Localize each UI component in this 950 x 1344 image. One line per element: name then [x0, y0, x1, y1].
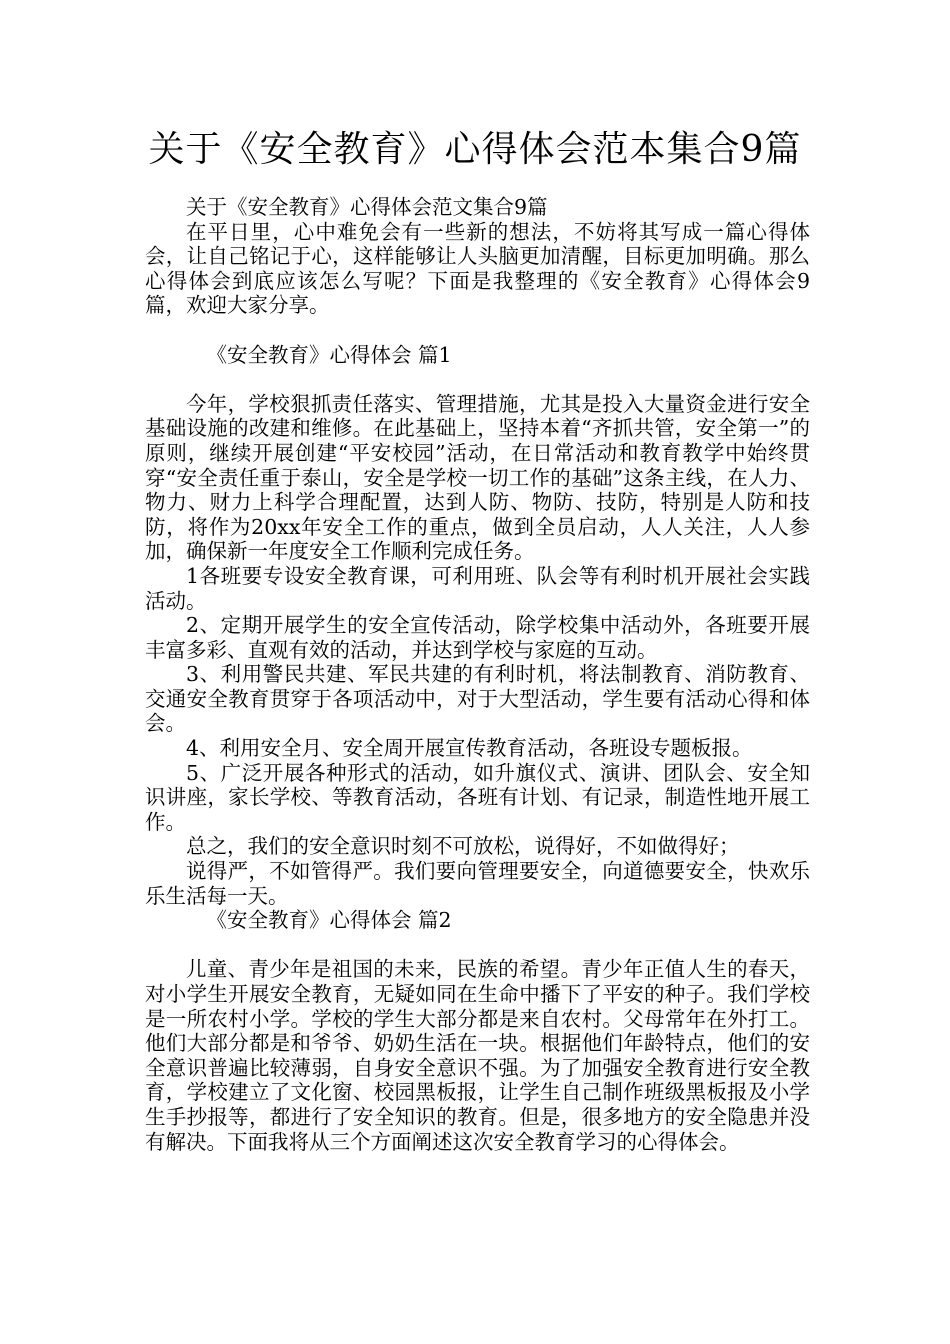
- document-title: 关于《安全教育》心得体会范本集合9篇: [148, 129, 802, 170]
- section1-paragraph: 5、广泛开展各种形式的活动，如升旗仪式、演讲、团队会、安全知识讲座，家长学校、等教育活动，各班有计划、有记录，制造性地开展工作。: [145, 760, 810, 834]
- section1-paragraph: 3、利用警民共建、军民共建的有利时机，将法制教育、消防教育、交通安全教育贯穿于各项活动中，对于大型活动，学生要有活动心得和体会。: [145, 662, 810, 736]
- spacer: [145, 367, 810, 392]
- section1-paragraph: 1各班要专设安全教育课，可利用班、队会等有利时机开展社会实践活动。: [145, 563, 810, 613]
- section-heading-2: 《安全教育》心得体会 篇2: [206, 908, 452, 933]
- section1-paragraph: 今年，学校狠抓责任落实、管理措施，尤其是投入大量资金进行安全基础设施的改建和维修。在此基础上，坚持本着“齐抓共管，安全第一”的原则，继续开展创建“平安校园”活动，在日常活动和教育教学中始终贯穿“安全责任重于泰山，安全是学校一切工作的基础”这条主线，在人力、物力、财力上科学合理配置，达到人防、物防、技防，特别是人防和技防，将作为20xx年安全工作的重点，做到全员启动，人人关注，人人参加，确保新一年度安全工作顺利完成任务。: [145, 391, 810, 564]
- section-heading-1: 《安全教育》心得体会 篇1: [206, 342, 452, 367]
- subtitle: 关于《安全教育》心得体会范文集合9篇: [186, 195, 548, 219]
- document-body: [145, 195, 810, 1154]
- spacer: [145, 933, 810, 958]
- section1-paragraph: 2、定期开展学生的安全宣传活动，除学校集中活动外，各班要开展丰富多彩、直观有效的活动，并达到学校与家庭的互动。: [145, 613, 810, 662]
- spacer: [145, 318, 810, 343]
- section1-paragraph: 说得严，不如管得严。我们要向管理要安全，向道德要安全，快欢乐乐生活每一天。: [145, 859, 810, 908]
- section2-paragraph: 儿童、青少年是祖国的未来，民族的希望。青少年正值人生的春天，对小学生开展安全教育，无疑如同在生命中播下了平安的种子。我们学校是一所农村小学。学校的学生大部分都是来自农村。父母常年在外打工。他们大部分都是和爷爷、奶奶生活在一块。根据他们年龄特点，他们的安全意识普遍比较薄弱，自身安全意识不强。为了加强安全教育进行安全教育，学校建立了文化窗、校园黑板报，让学生自己制作班级黑板报及小学生手抄报等，都进行了安全知识的教育。但是，很多地方的安全隐患并没有解决。下面我将从三个方面阐述这次安全教育学习的心得体会。: [145, 957, 810, 1154]
- section1-paragraph: 4、利用安全月、安全周开展宣传教育活动，各班设专题板报。: [186, 736, 753, 761]
- section1-paragraph: 总之，我们的安全意识时刻不可放松，说得好，不如做得好；: [186, 834, 740, 859]
- intro-paragraph: 在平日里，心中难免会有一些新的想法，不妨将其写成一篇心得体会，让自己铭记于心，这样能够让人头脑更加清醒，目标更加明确。那么心得体会到底应该怎么写呢？下面是我整理的《安全教育》心得体会9篇，欢迎大家分享。: [145, 219, 810, 318]
